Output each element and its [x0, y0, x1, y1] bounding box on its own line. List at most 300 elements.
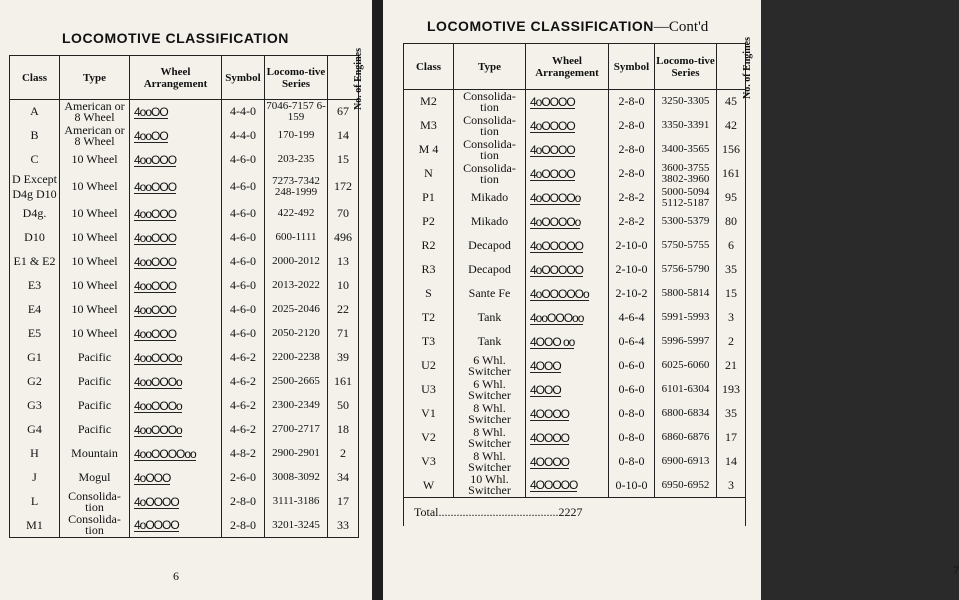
left-page	[0, 0, 372, 600]
cell-wheel	[526, 306, 609, 330]
cell-type: Pacific	[60, 394, 130, 418]
col-header-count-label: No. of Engines	[352, 47, 364, 110]
wheel-arrangement-diagram: 4ooOOOo	[134, 350, 182, 365]
cell-symbol: 2-8-0	[222, 514, 265, 538]
col-header-wheel: Wheel Arrangement	[130, 56, 222, 100]
cell-symbol: 2-8-0	[609, 162, 655, 186]
cell-symbol: 0-6-0	[609, 378, 655, 402]
cell-series: 2300-2349	[265, 394, 328, 418]
col-header-series: Locomo-tive Series	[655, 44, 717, 90]
cell-class: S	[404, 282, 454, 306]
cell-class: E5	[10, 322, 60, 346]
wheel-arrangement-diagram: 4oOOOO	[530, 142, 575, 157]
table-row	[10, 346, 359, 370]
cell-count: 161	[717, 162, 746, 186]
cell-series: 3400-3565	[655, 138, 717, 162]
cell-wheel	[130, 346, 222, 370]
cell-wheel	[526, 450, 609, 474]
cell-type: Mikado	[454, 210, 526, 234]
wheel-arrangement-diagram: 4ooOOOOoo	[134, 446, 196, 461]
cell-wheel	[130, 148, 222, 172]
cell-series: 2013-2022	[265, 274, 328, 298]
cell-series: 2200-2238	[265, 346, 328, 370]
cell-type: 10 Wheel	[60, 202, 130, 226]
cell-type: Consolida- tion	[60, 490, 130, 514]
cell-symbol: 4-6-0	[222, 298, 265, 322]
table-row	[404, 450, 746, 474]
table-row	[10, 370, 359, 394]
wheel-arrangement-diagram: 4ooOOO	[134, 230, 177, 245]
cell-symbol: 2-8-0	[609, 138, 655, 162]
cell-series: 2500-2665	[265, 370, 328, 394]
wheel-arrangement-diagram: 4ooOOO	[134, 254, 177, 269]
table-row	[404, 234, 746, 258]
total-cell	[404, 498, 746, 527]
cell-type: Mountain	[60, 442, 130, 466]
cell-class: P2	[404, 210, 454, 234]
cell-symbol: 4-6-0	[222, 172, 265, 202]
cell-count: 50	[328, 394, 359, 418]
cell-series: 6800-6834	[655, 402, 717, 426]
table-row	[404, 186, 746, 210]
book-gutter	[372, 0, 383, 600]
wheel-arrangement-diagram: 4oOOOO	[530, 94, 575, 109]
wheel-arrangement-diagram: 4ooOO	[134, 104, 168, 119]
cell-class: D10	[10, 226, 60, 250]
wheel-arrangement-diagram: 4oOOOO	[530, 118, 575, 133]
table-row	[10, 148, 359, 172]
cell-type: 8 Whl. Switcher	[454, 426, 526, 450]
cell-series: 7046-7157 6-159	[266, 99, 326, 123]
cell-type: Consolida- tion	[454, 162, 526, 186]
table-row	[10, 298, 359, 322]
cell-series: 3350-3391	[655, 114, 717, 138]
wheel-arrangement-diagram: 4OOO oo	[530, 334, 575, 349]
cell-wheel	[526, 282, 609, 306]
cell-count: 70	[328, 202, 359, 226]
cell-count: 13	[328, 250, 359, 274]
cell-symbol: 4-6-2	[222, 394, 265, 418]
cell-wheel	[526, 186, 609, 210]
wheel-arrangement-diagram: 4oOOOOOo	[530, 286, 589, 301]
cell-wheel	[526, 234, 609, 258]
cell-series: 3600-3755 3802-3960	[655, 162, 717, 186]
cell-type: Pacific	[60, 346, 130, 370]
col-header-count-label: No. of Engines	[741, 36, 753, 99]
cell-class: N	[404, 162, 454, 186]
cell-type: Decapod	[454, 258, 526, 282]
cell-series: 5996-5997	[655, 330, 717, 354]
cell-type: 6 Whl. Switcher	[454, 354, 526, 378]
cell-class: T3	[404, 330, 454, 354]
cell-symbol: 4-8-2	[222, 442, 265, 466]
table-row	[404, 258, 746, 282]
cell-wheel	[526, 114, 609, 138]
cell-class: C	[10, 148, 60, 172]
cell-type: Mogul	[60, 466, 130, 490]
cell-count: 14	[328, 124, 359, 148]
cell-count: 18	[328, 418, 359, 442]
cell-series: 6900-6913	[655, 450, 717, 474]
cell-wheel	[130, 322, 222, 346]
cell-class: T2	[404, 306, 454, 330]
wheel-arrangement-diagram: 4oOOOOO	[530, 238, 584, 253]
table-row	[404, 114, 746, 138]
table-header-row	[404, 44, 746, 90]
cell-symbol: 4-6-0	[222, 226, 265, 250]
table-row	[404, 426, 746, 450]
cell-wheel	[130, 226, 222, 250]
wheel-arrangement-diagram: 4OOO	[530, 358, 561, 373]
cell-symbol: 2-10-2	[609, 282, 655, 306]
cell-type: Consolida- tion	[60, 514, 130, 538]
cell-count: 34	[328, 466, 359, 490]
cell-type: 8 Whl. Switcher	[454, 402, 526, 426]
wheel-arrangement-diagram: 4ooOO	[134, 128, 168, 143]
wheel-arrangement-diagram: 4ooOOOo	[134, 398, 182, 413]
cell-symbol: 4-6-0	[222, 250, 265, 274]
cell-symbol: 2-8-2	[609, 210, 655, 234]
cell-wheel	[526, 90, 609, 114]
cell-symbol: 4-6-4	[609, 306, 655, 330]
cell-count: 71	[328, 322, 359, 346]
cell-symbol: 2-8-0	[609, 90, 655, 114]
cell-wheel	[130, 370, 222, 394]
cell-symbol: 2-8-0	[222, 490, 265, 514]
cell-series: 3250-3305	[655, 90, 717, 114]
page-title: LOCOMOTIVE CLASSIFICATION	[62, 30, 289, 46]
cell-class: E1 & E2	[10, 250, 60, 274]
cell-wheel	[130, 202, 222, 226]
cell-class: G2	[10, 370, 60, 394]
cell-type: Tank	[454, 306, 526, 330]
wheel-arrangement-diagram: 4oOOOOo	[530, 214, 581, 229]
table-row	[404, 282, 746, 306]
table-row	[404, 90, 746, 114]
cell-count: 3	[717, 306, 746, 330]
cell-series: 6025-6060	[655, 354, 717, 378]
cell-symbol: 4-6-2	[222, 418, 265, 442]
cell-count: 10	[328, 274, 359, 298]
col-header-count	[328, 47, 364, 110]
wheel-arrangement-diagram: 4ooOOOoo	[530, 310, 584, 325]
cell-type: American or 8 Wheel	[60, 124, 130, 148]
cell-symbol: 2-8-0	[609, 114, 655, 138]
table-row	[10, 172, 359, 202]
wheel-arrangement-diagram: 4OOO	[530, 382, 561, 397]
wheel-arrangement-diagram: 4oOOOOO	[530, 262, 584, 277]
wheel-arrangement-diagram: 4oOOOO	[530, 166, 575, 181]
cell-symbol: 0-8-0	[609, 450, 655, 474]
cell-class: B	[10, 124, 60, 148]
cell-symbol: 4-6-0	[222, 322, 265, 346]
cell-wheel	[130, 418, 222, 442]
wheel-arrangement-diagram: 4ooOOO	[134, 326, 177, 341]
cell-type: 10 Wheel	[60, 322, 130, 346]
wheel-arrangement-diagram: 4OOOO	[530, 454, 570, 469]
table-header-row	[10, 56, 359, 100]
table-row	[10, 124, 359, 148]
cell-count: 6	[717, 234, 746, 258]
cell-type: Mikado	[454, 186, 526, 210]
cell-symbol: 4-6-0	[222, 274, 265, 298]
wheel-arrangement-diagram: 4OOOO	[530, 430, 570, 445]
cell-wheel	[130, 100, 222, 124]
cell-series: 2000-2012	[265, 250, 328, 274]
classification-table	[403, 36, 753, 526]
cell-symbol: 4-6-2	[222, 370, 265, 394]
cell-type: 10 Wheel	[60, 148, 130, 172]
cell-wheel	[526, 402, 609, 426]
cell-wheel	[130, 490, 222, 514]
wheel-arrangement-diagram: 4oOOOOo	[530, 190, 581, 205]
cell-series: 422-492	[265, 202, 328, 226]
cell-wheel	[526, 378, 609, 402]
cell-wheel	[130, 442, 222, 466]
cell-wheel	[526, 138, 609, 162]
cell-class: P1	[404, 186, 454, 210]
cell-type: Consolida- tion	[454, 90, 526, 114]
cell-class: A	[10, 100, 60, 124]
page-title-suffix: —Cont'd	[653, 19, 709, 35]
col-header-type: Type	[454, 44, 526, 90]
cell-class: E4	[10, 298, 60, 322]
cell-type: American or 8 Wheel	[60, 100, 130, 124]
cell-class: D Except D4g D10	[10, 172, 60, 202]
cell-class: G1	[10, 346, 60, 370]
cell-count: 67	[328, 100, 359, 124]
cell-series: 3008-3092	[265, 466, 328, 490]
cell-series: 6950-6952	[655, 474, 717, 498]
cell-class: J	[10, 466, 60, 490]
cell-wheel	[130, 466, 222, 490]
cell-type: Consolida- tion	[454, 138, 526, 162]
cell-symbol: 2-10-0	[609, 258, 655, 282]
cell-type: 8 Whl. Switcher	[454, 450, 526, 474]
classification-table	[9, 47, 364, 538]
cell-symbol: 0-8-0	[609, 426, 655, 450]
table-row	[10, 226, 359, 250]
cell-wheel	[130, 394, 222, 418]
cell-type: Tank	[454, 330, 526, 354]
total-dots: ........................................	[438, 504, 559, 519]
col-header-symbol: Symbol	[609, 44, 655, 90]
cell-count: 496	[328, 226, 359, 250]
cell-series: 203-235	[265, 148, 328, 172]
cell-series: 6101-6304	[655, 378, 717, 402]
cell-count: 42	[717, 114, 746, 138]
cell-wheel	[130, 514, 222, 538]
cell-count: 14	[717, 450, 746, 474]
cell-series: 7273-7342 248-1999	[265, 172, 328, 202]
cell-wheel	[130, 124, 222, 148]
table-row	[404, 210, 746, 234]
table-row	[404, 138, 746, 162]
cell-type: Decapod	[454, 234, 526, 258]
cell-symbol: 2-6-0	[222, 466, 265, 490]
cell-symbol: 0-6-4	[609, 330, 655, 354]
cell-symbol: 4-6-2	[222, 346, 265, 370]
cell-count: 21	[717, 354, 746, 378]
table-row	[404, 474, 746, 498]
col-header-wheel: Wheel Arrangement	[526, 44, 609, 90]
table-row	[404, 330, 746, 354]
cell-symbol: 4-6-0	[222, 202, 265, 226]
cell-class: W	[404, 474, 454, 498]
cell-series: 2700-2717	[265, 418, 328, 442]
cell-series: 600-1111	[265, 226, 328, 250]
page-number: 7	[953, 563, 959, 577]
wheel-arrangement-diagram: 4oOOOO	[134, 518, 179, 533]
cell-wheel	[130, 250, 222, 274]
wheel-arrangement-diagram: 4ooOOO	[134, 278, 177, 293]
cell-wheel	[130, 172, 222, 202]
cell-type: 10 Whl. Switcher	[454, 474, 526, 498]
cell-count: 17	[328, 490, 359, 514]
table-row	[10, 100, 359, 124]
table-row	[10, 490, 359, 514]
table-row	[10, 250, 359, 274]
right-page	[383, 0, 959, 600]
cell-series: 3111-3186	[265, 490, 328, 514]
cell-class: M2	[404, 90, 454, 114]
table-row	[10, 442, 359, 466]
cell-symbol: 2-8-2	[609, 186, 655, 210]
cell-symbol: 4-6-0	[222, 148, 265, 172]
cell-count: 39	[328, 346, 359, 370]
cell-wheel	[526, 426, 609, 450]
cell-series: 6860-6876	[655, 426, 717, 450]
cell-type: Consolida- tion	[454, 114, 526, 138]
cell-count: 15	[717, 282, 746, 306]
cell-series: 170-199	[265, 124, 328, 148]
cell-series: 5991-5993	[655, 306, 717, 330]
table-row	[404, 354, 746, 378]
table-row	[10, 394, 359, 418]
col-header-symbol: Symbol	[222, 56, 265, 100]
cell-class: L	[10, 490, 60, 514]
cell-count: 2	[328, 442, 359, 466]
cell-count: 193	[717, 378, 746, 402]
cell-class: E3	[10, 274, 60, 298]
cell-count: 17	[717, 426, 746, 450]
total-row	[404, 498, 746, 527]
cell-type: Pacific	[60, 370, 130, 394]
cell-class: G3	[10, 394, 60, 418]
wheel-arrangement-diagram: 4ooOOO	[134, 302, 177, 317]
cell-class: V1	[404, 402, 454, 426]
col-header-series: Locomo-tive Series	[265, 56, 328, 100]
cell-symbol: 2-10-0	[609, 234, 655, 258]
table-row	[10, 466, 359, 490]
cell-wheel	[526, 330, 609, 354]
cell-symbol: 0-6-0	[609, 354, 655, 378]
table-row	[10, 274, 359, 298]
cell-symbol: 0-10-0	[609, 474, 655, 498]
wheel-arrangement-diagram: 4OOOOO	[530, 478, 578, 493]
cell-class: M3	[404, 114, 454, 138]
cell-class: D4g.	[10, 202, 60, 226]
page-title-main: LOCOMOTIVE CLASSIFICATION	[427, 18, 654, 34]
cell-class: R3	[404, 258, 454, 282]
cell-count: 35	[717, 258, 746, 282]
cell-series: 5000-5094 5112-5187	[655, 186, 717, 210]
wheel-arrangement-diagram: 4ooOOO	[134, 179, 177, 194]
cell-series: 5756-5790	[655, 258, 717, 282]
cell-class: V2	[404, 426, 454, 450]
cell-class: G4	[10, 418, 60, 442]
col-header-count	[717, 36, 753, 99]
table-row	[10, 202, 359, 226]
cell-type: Sante Fe	[454, 282, 526, 306]
cell-count: 45	[717, 90, 746, 114]
cell-series: 2900-2901	[265, 442, 328, 466]
cell-type: 6 Whl. Switcher	[454, 378, 526, 402]
cell-wheel	[526, 258, 609, 282]
cell-count: 22	[328, 298, 359, 322]
cell-class: M1	[10, 514, 60, 538]
cell-count: 35	[717, 402, 746, 426]
cell-series: 3201-3245	[265, 514, 328, 538]
cell-type: 10 Wheel	[60, 226, 130, 250]
page-title	[427, 18, 708, 36]
cell-wheel	[526, 474, 609, 498]
wheel-arrangement-diagram: 4ooOOOo	[134, 422, 182, 437]
table-row	[404, 162, 746, 186]
total-value: 2227	[558, 504, 583, 519]
cell-symbol: 4-4-0	[222, 100, 265, 124]
cell-series: 5800-5814	[655, 282, 717, 306]
table-row	[10, 322, 359, 346]
cell-class: U3	[404, 378, 454, 402]
cell-count: 161	[328, 370, 359, 394]
cell-wheel	[526, 162, 609, 186]
col-header-class: Class	[10, 56, 60, 100]
cell-type: Pacific	[60, 418, 130, 442]
table-body	[404, 90, 746, 498]
cell-count: 2	[717, 330, 746, 354]
cell-series: 5750-5755	[655, 234, 717, 258]
cell-symbol: 0-8-0	[609, 402, 655, 426]
cell-class: H	[10, 442, 60, 466]
cell-count: 156	[717, 138, 746, 162]
table-row	[404, 306, 746, 330]
cell-class: U2	[404, 354, 454, 378]
wheel-arrangement-diagram: 4ooOOOo	[134, 374, 182, 389]
cell-count: 95	[717, 186, 746, 210]
cell-class: V3	[404, 450, 454, 474]
cell-wheel	[526, 354, 609, 378]
wheel-arrangement-diagram: 4OOOO	[530, 406, 570, 421]
cell-wheel	[130, 298, 222, 322]
cell-count: 3	[717, 474, 746, 498]
table-row	[10, 514, 359, 538]
table-body	[10, 100, 359, 538]
table-row	[404, 378, 746, 402]
cell-symbol: 4-4-0	[222, 124, 265, 148]
cell-series: 2050-2120	[265, 322, 328, 346]
col-header-class: Class	[404, 44, 454, 90]
cell-class: R2	[404, 234, 454, 258]
cell-count: 33	[328, 514, 359, 538]
wheel-arrangement-diagram: 4oOOOO	[134, 494, 179, 509]
cell-series: 5300-5379	[655, 210, 717, 234]
cell-count: 15	[328, 148, 359, 172]
wheel-arrangement-diagram: 4oOOO	[134, 470, 171, 485]
wheel-arrangement-diagram: 4ooOOO	[134, 152, 177, 167]
cell-type: 10 Wheel	[60, 274, 130, 298]
cell-count: 80	[717, 210, 746, 234]
